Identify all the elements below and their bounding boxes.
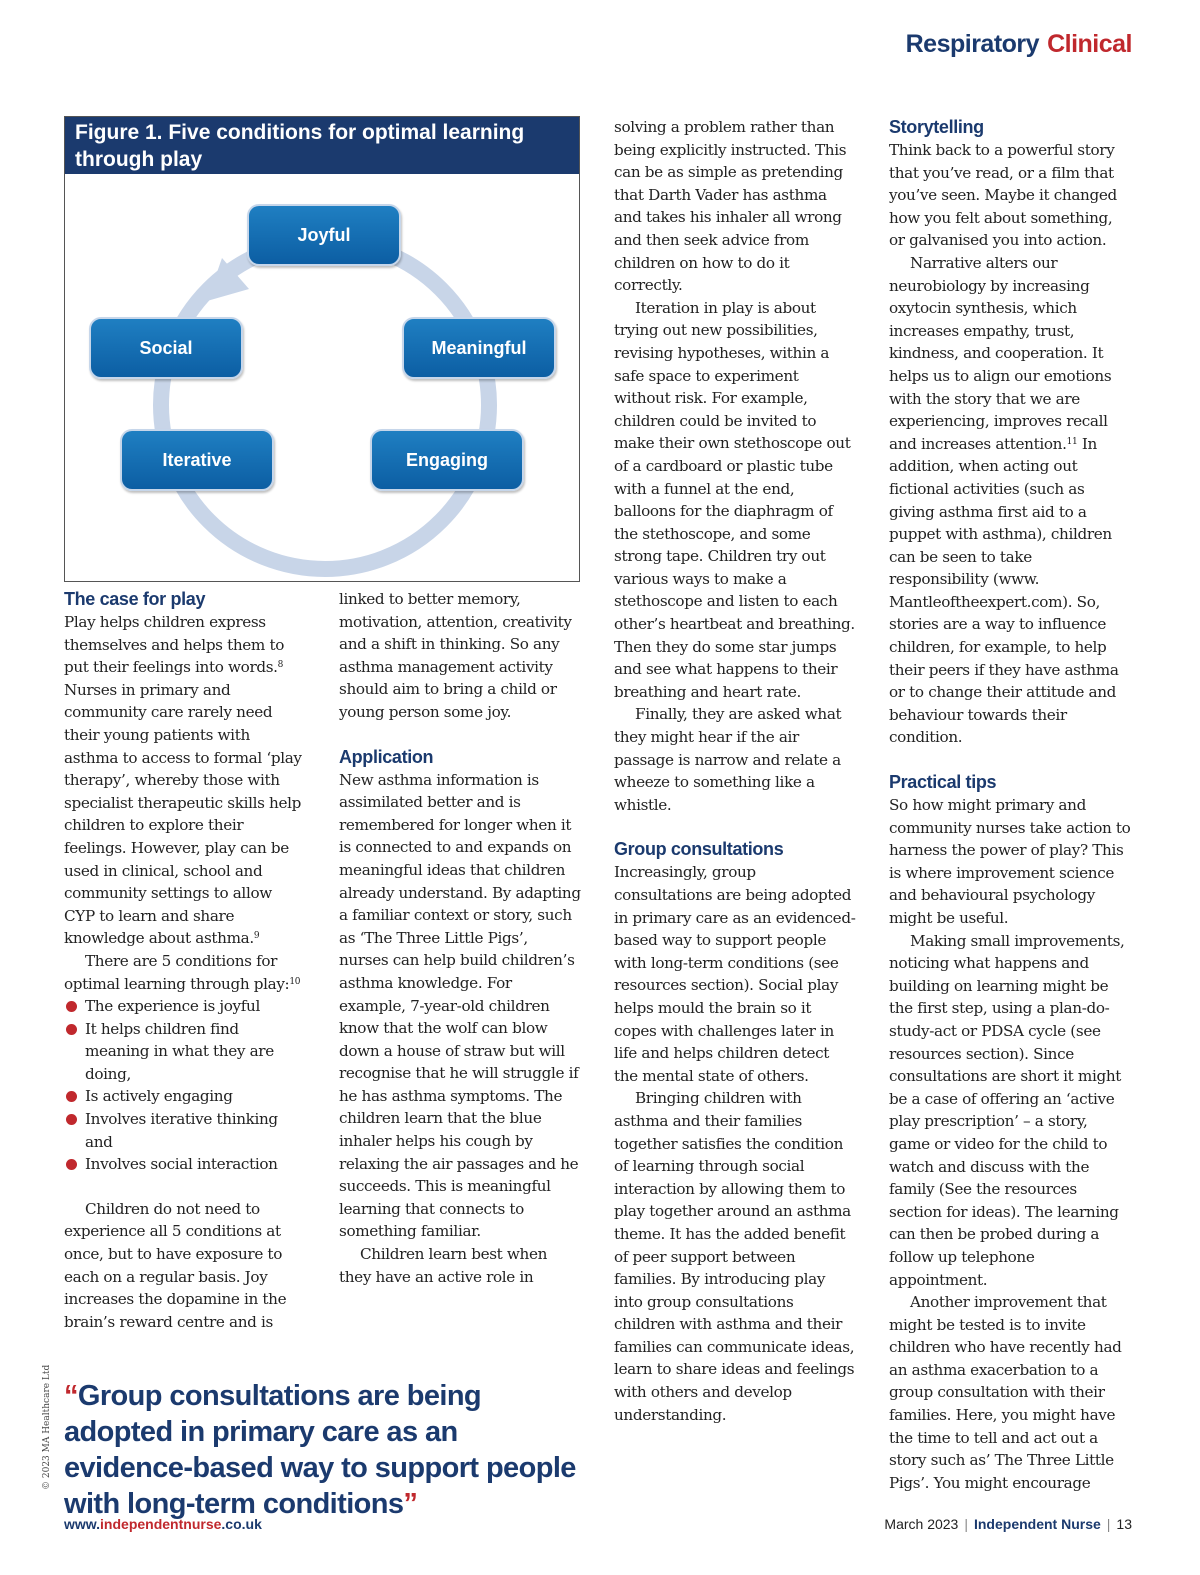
list-item: Is actively engaging (64, 1085, 306, 1108)
reference: 11 (1066, 436, 1078, 447)
publication-name: Independent Nurse (973, 1516, 1101, 1532)
column-1 (64, 588, 306, 1333)
pull-quote-text: Group consultations are being adopted in primary care as an evidence-based way to support people with long-term conditions (64, 1380, 576, 1520)
spacer (64, 1176, 306, 1198)
heading-group-consultations: Group consultations (614, 839, 784, 860)
paragraph: Iteration in play is about trying out new possibilities, revising hypotheses, within a safe space to experiment without risk. For example, children could be invited to make their own stethoscope out of a cardboard or plastic tube with a funnel at the end, balloons for the diaphragm of the stethoscope, and some strong tape. Children try out various ways to make a stethoscope and listen to each other’s heartbeat and breathing. Then they do some star jumps and see what happens to their breathing and heart rate. (614, 298, 855, 701)
list-item: The experience is joyful (64, 995, 306, 1018)
heading-case-for-play: The case for play (64, 589, 206, 609)
reference: 8 (277, 660, 284, 671)
paragraph: Narrative alters our neurobiology by increasing oxytocin synthesis, which increases empathy, trust, kindness, and cooperation. It helps us to align our emotions with the story that we are experiencing, improves recall and increases attention.$^{11}$ In addition, when acting out fictional activities (such as giving asthma first aid to a puppet with asthma), children can be seen to take responsibility (www. Mantleoftheexpert.com). So, stories are a way to influence children, for example, to help their peers if they have asthma or to change their attitude and behaviour towards their condition. (889, 253, 1119, 747)
paragraph: Children do not need to experience all 5 conditions at once, but to have exposure to each on a regular basis. Joy increases the dopamine in the brain’s reward centre and is (64, 1199, 287, 1331)
reference: 9 (253, 931, 260, 942)
heading-storytelling: Storytelling (889, 117, 984, 137)
node-meaningful: Meaningful (402, 317, 556, 379)
issue-date: March 2023 (884, 1516, 959, 1532)
paragraph: There are 5 conditions for optimal learning through play:$^{10}$ (64, 951, 301, 993)
paragraph: Bringing children with asthma and their families together satisfies the condition of learning through social interaction by allowing them to play together around an asthma theme. It has the added benefit of peer support between families. By introducing play into group consultations children with asthma and their families can communicate ideas, learn to share ideas and feelings with others and develop understanding. (614, 1089, 855, 1424)
close-quote-mark: ” (403, 1488, 418, 1520)
node-joyful: Joyful (247, 204, 401, 266)
paragraph: Children learn best when they have an active role in (339, 1245, 548, 1286)
list-item: It helps children find meaning in what they are doing, (64, 1018, 306, 1086)
paragraph: Another improvement that might be tested is to invite children who have recently had an asthma exacerbation to a group consultation with their families. Here, you might have the time to tell and act out a story such as’ The Three Little Pigs’. You might encourage (889, 1293, 1122, 1492)
node-engaging: Engaging (370, 429, 524, 491)
copyright-notice: © 2023 MA Healthcare Ltd (42, 1364, 52, 1490)
paragraph: So how might primary and community nurses take action to harness the power of play? This is where improvement science and behavioural psychology might be useful. (889, 796, 1131, 927)
spacer (339, 724, 581, 746)
column-2 (339, 588, 581, 1288)
heading-application: Application (339, 746, 434, 767)
node-iterative: Iterative (120, 429, 274, 491)
section-label: Respiratory (905, 30, 1040, 58)
paragraph: Play helps children express themselves and helps them to put their feelings into words.$^8$ Nurses in primary and community care rarely need their young patients with asthma to access to formal ‘play therapy’, whereby those with specialist therapeutic skills help children to explore their feelings. However, play can be used in clinical, school and community settings to allow CYP to learn and share knowledge about asthma.$^9$ (64, 613, 302, 948)
figure-title: Figure 1. Five conditions for optimal learning through play (65, 117, 579, 174)
paragraph: Think back to a powerful story that you’ve read, or a film that you’ve seen. Maybe it changed how you felt about something, or galvanised you into action. (889, 141, 1117, 250)
spacer (614, 816, 856, 838)
footer-url[interactable]: www.independentnurse.co.uk (64, 1516, 262, 1532)
conditions-list (64, 995, 306, 1176)
paragraph: solving a problem rather than being explicitly instructed. This can be as simple as pretending that Darth Vader has asthma and takes his inhaler all wrong and then seek advice from children on how to do it correctly. (614, 118, 847, 295)
category-label: Clinical (1047, 30, 1132, 58)
column-3 (614, 116, 856, 1426)
reference: 10 (289, 976, 301, 987)
column-4 (889, 116, 1131, 1494)
paragraph: Increasingly, group consultations are being adopted in primary care as an evidenced-based way to support people with long-term conditions (see resources section). Social play helps mould the brain so it copes with challenges later in life and helps children detect the mental state of others. (614, 863, 856, 1085)
open-quote-mark: “ (64, 1380, 78, 1412)
list-item: Involves social interaction (64, 1153, 306, 1176)
list-item: Involves iterative thinking and (64, 1108, 306, 1153)
paragraph: linked to better memory, motivation, attention, creativity and a shift in thinking. So any asthma management activity should aim to bring a child or young person some joy. (339, 590, 572, 721)
paragraph: New asthma information is assimilated better and is remembered for longer when it is connected to and expands on meaningful ideas that children already understand. By adapting a familiar context or story, such as ‘The Three Little Pigs’, nurses can help build children’s asthma knowledge. For example, 7-year-old children know that the wolf can blow down a house of straw but will recognise that he will struggle if he has asthma symptoms. The children learn that the blue inhaler helps his cough by relaxing the air passages and he succeeds. This is meaningful learning that connects to something familiar. (339, 770, 581, 1241)
pull-quote (64, 1378, 584, 1522)
footer-info: March 2023 | Independent Nurse | 13 (884, 1516, 1132, 1532)
figure-box (64, 116, 580, 582)
node-social: Social (89, 317, 243, 379)
heading-practical-tips: Practical tips (889, 772, 997, 793)
page-number: 13 (1116, 1516, 1132, 1532)
spacer (889, 749, 1131, 771)
paragraph: Making small improvements, noticing what happens and building on learning might be the first step, using a plan-do-study-act or PDSA cycle (see resources section). Since consultations are short it might be a case of offering an ‘active play prescription’ – a story, game or video for the child to watch and discuss with the family (See the resources section for ideas). The learning can then be probed during a follow up telephone appointment. (889, 931, 1125, 1289)
page-header (906, 30, 1132, 59)
paragraph: Finally, they are asked what they might hear if the air passage is narrow and relate a wheeze to something like a whistle. (614, 705, 842, 814)
